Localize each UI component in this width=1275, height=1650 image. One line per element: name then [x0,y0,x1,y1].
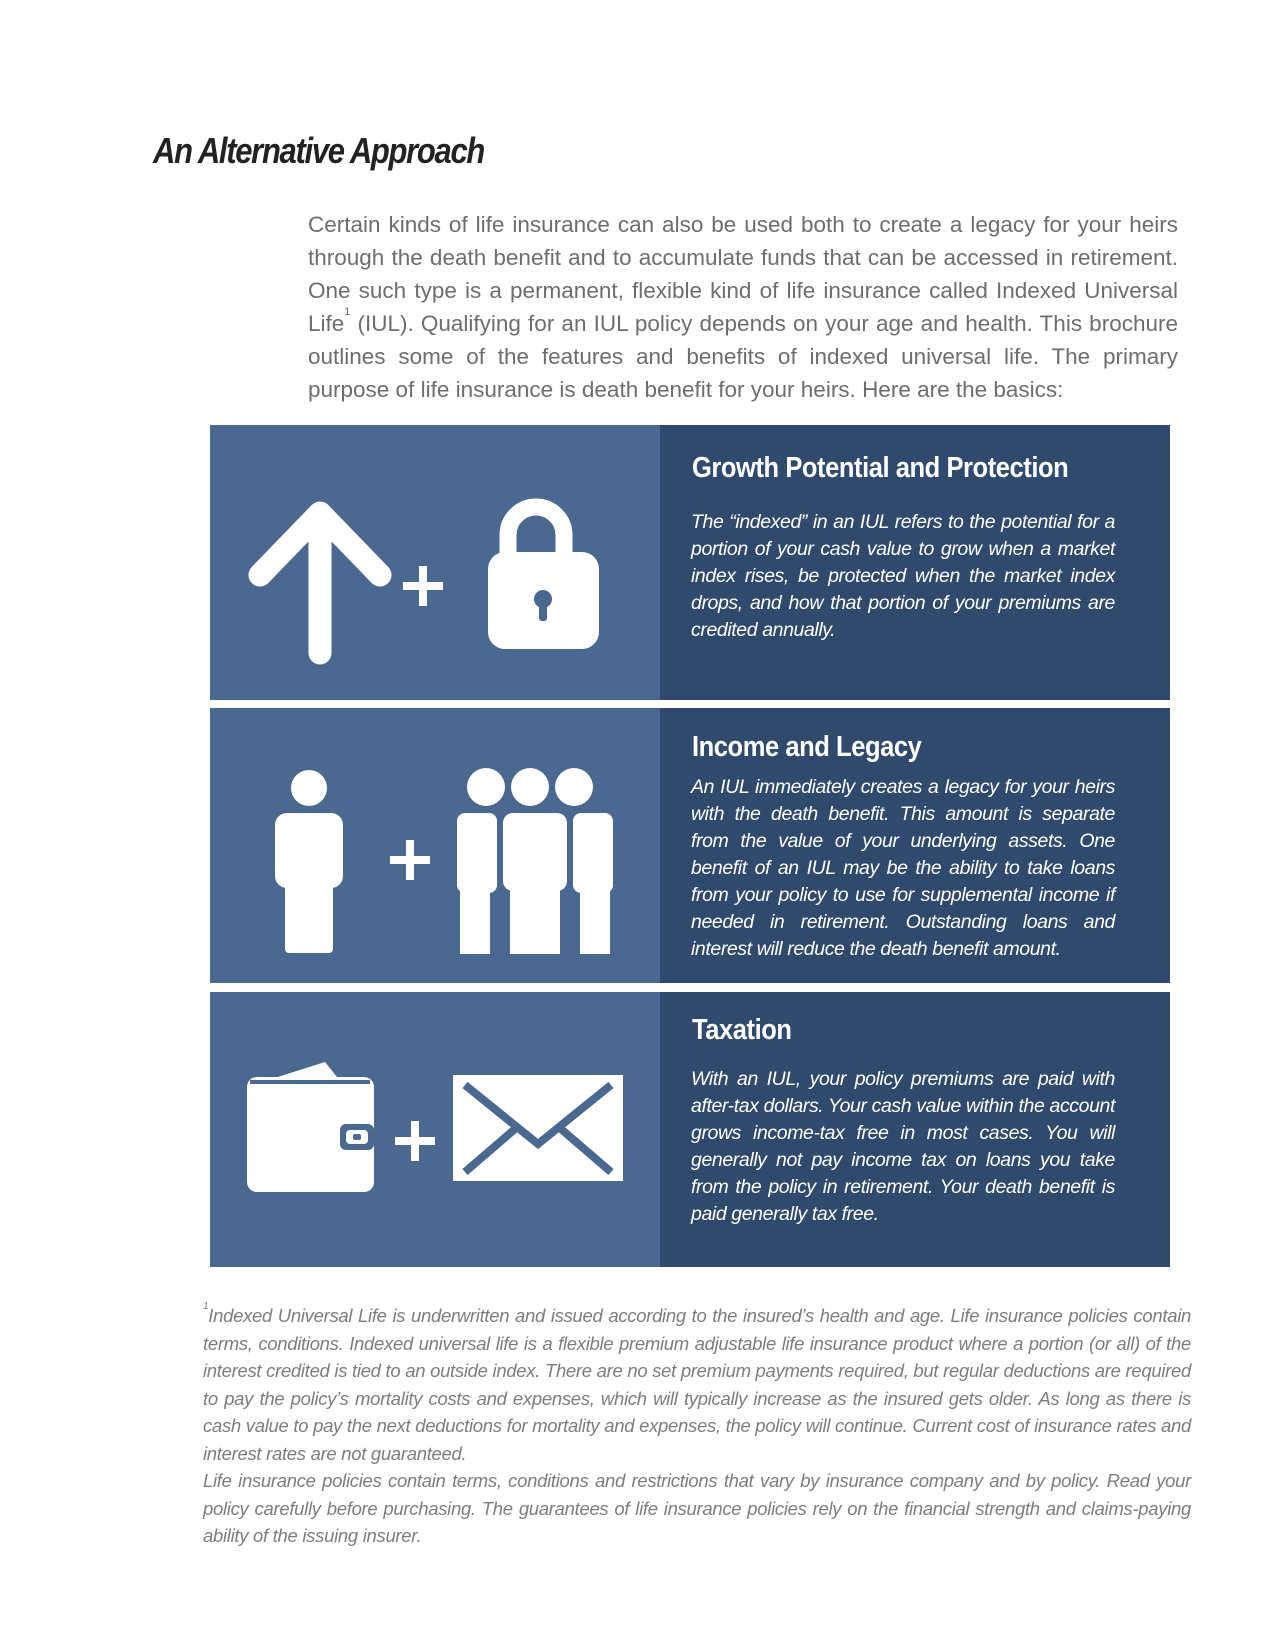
panel-icons-area [210,425,660,700]
envelope-icon [453,1075,623,1181]
panel-body: With an IUL, your policy premiums are paid with after-tax dollars. Your cash value within the account grows income-tax free in most cases. You will generally not pay income tax on loans you take from the policy in retirement. Your death benefit is paid generally tax free. [691,1068,1115,1225]
group-icon [457,768,613,954]
panel-body: The “indexed” in an IUL refers to the potential for a portion of your cash value to grow when a market index rises, be protected when the market index drops, and how that portion of your premiums are credited annually. [691,511,1115,641]
footnote-ref: 1 [344,306,351,318]
panel-heading: Taxation [692,1014,792,1046]
footnote-text-1: Indexed Universal Life is underwritten and issued according to the insured’s health and age. Life insurance policies contain terms, conditions. Indexed universal life is a flexible premium adjustable life insurance product where a portion (or all) of the interest credited is tied to an outside index. There are no set premium payments required, but regular deductions are required to pay the policy’s mortality costs and expenses, which will typically increase as the insured gets older. As long as there is cash value to pay the next deductions for mortality and expenses, the policy will continue. Current cost of insurance rates and interest rates are not guaranteed. [203,1305,1191,1464]
footnote-marker: 1 [203,1301,209,1312]
panel-text-area [660,708,1170,983]
panel-taxation [210,992,1170,1267]
footnote-paragraph-1 [203,1302,1191,1467]
person-icon [275,770,343,953]
panel-text-area [660,992,1170,1267]
plus-icon [403,566,443,606]
panel-heading: Income and Legacy [692,731,922,763]
taxation-icons [210,992,660,1267]
growth-protection-icons [210,425,660,700]
panel-heading: Growth Potential and Protection [692,452,1069,484]
wallet-icon [247,1062,374,1192]
panel-income-legacy [210,708,1170,983]
panel-growth-protection [210,425,1170,700]
income-legacy-icons [210,708,660,983]
padlock-icon [488,507,599,649]
plus-icon [390,840,430,880]
panel-icons-area [210,992,660,1267]
intro-text-part2: (IUL). Qualifying for an IUL policy depends on your age and health. This brochure outlines some of the features and benefits of indexed universal life. The primary purpose of life insurance is death benefit for your heirs. Here are the basics: [308,311,1178,402]
footnote [203,1302,1191,1550]
intro-text-part1: Certain kinds of life insurance can also be used both to create a legacy for your heirs through the death benefit and to accumulate funds that can be accessed in retirement. One such type is a permanent, flexible kind of life insurance called Indexed Universal Life [308,212,1178,336]
panel-text-area [660,425,1170,700]
footnote-text-2: Life insurance policies contain terms, conditions and restrictions that vary by insurance company and by policy. Read your policy carefully before purchasing. The guarantees of life insurance policies rely on the financial strength and claims-paying ability of the issuing insurer. [203,1470,1191,1546]
intro-paragraph [308,208,1178,406]
panel-icons-area [210,708,660,983]
page-title: An Alternative Approach [153,130,485,171]
footnote-paragraph-2 [203,1467,1191,1550]
panel-body: An IUL immediately creates a legacy for your heirs with the death benefit. This amount is separate from the value of your underlying assets. One benefit of an IUL may be the ability to take loans from your policy to use for supplemental income if needed in retirement. Outstanding loans and interest will reduce the death benefit amount. [691,776,1115,960]
plus-icon [395,1121,435,1161]
arrow-up-icon [260,513,380,653]
